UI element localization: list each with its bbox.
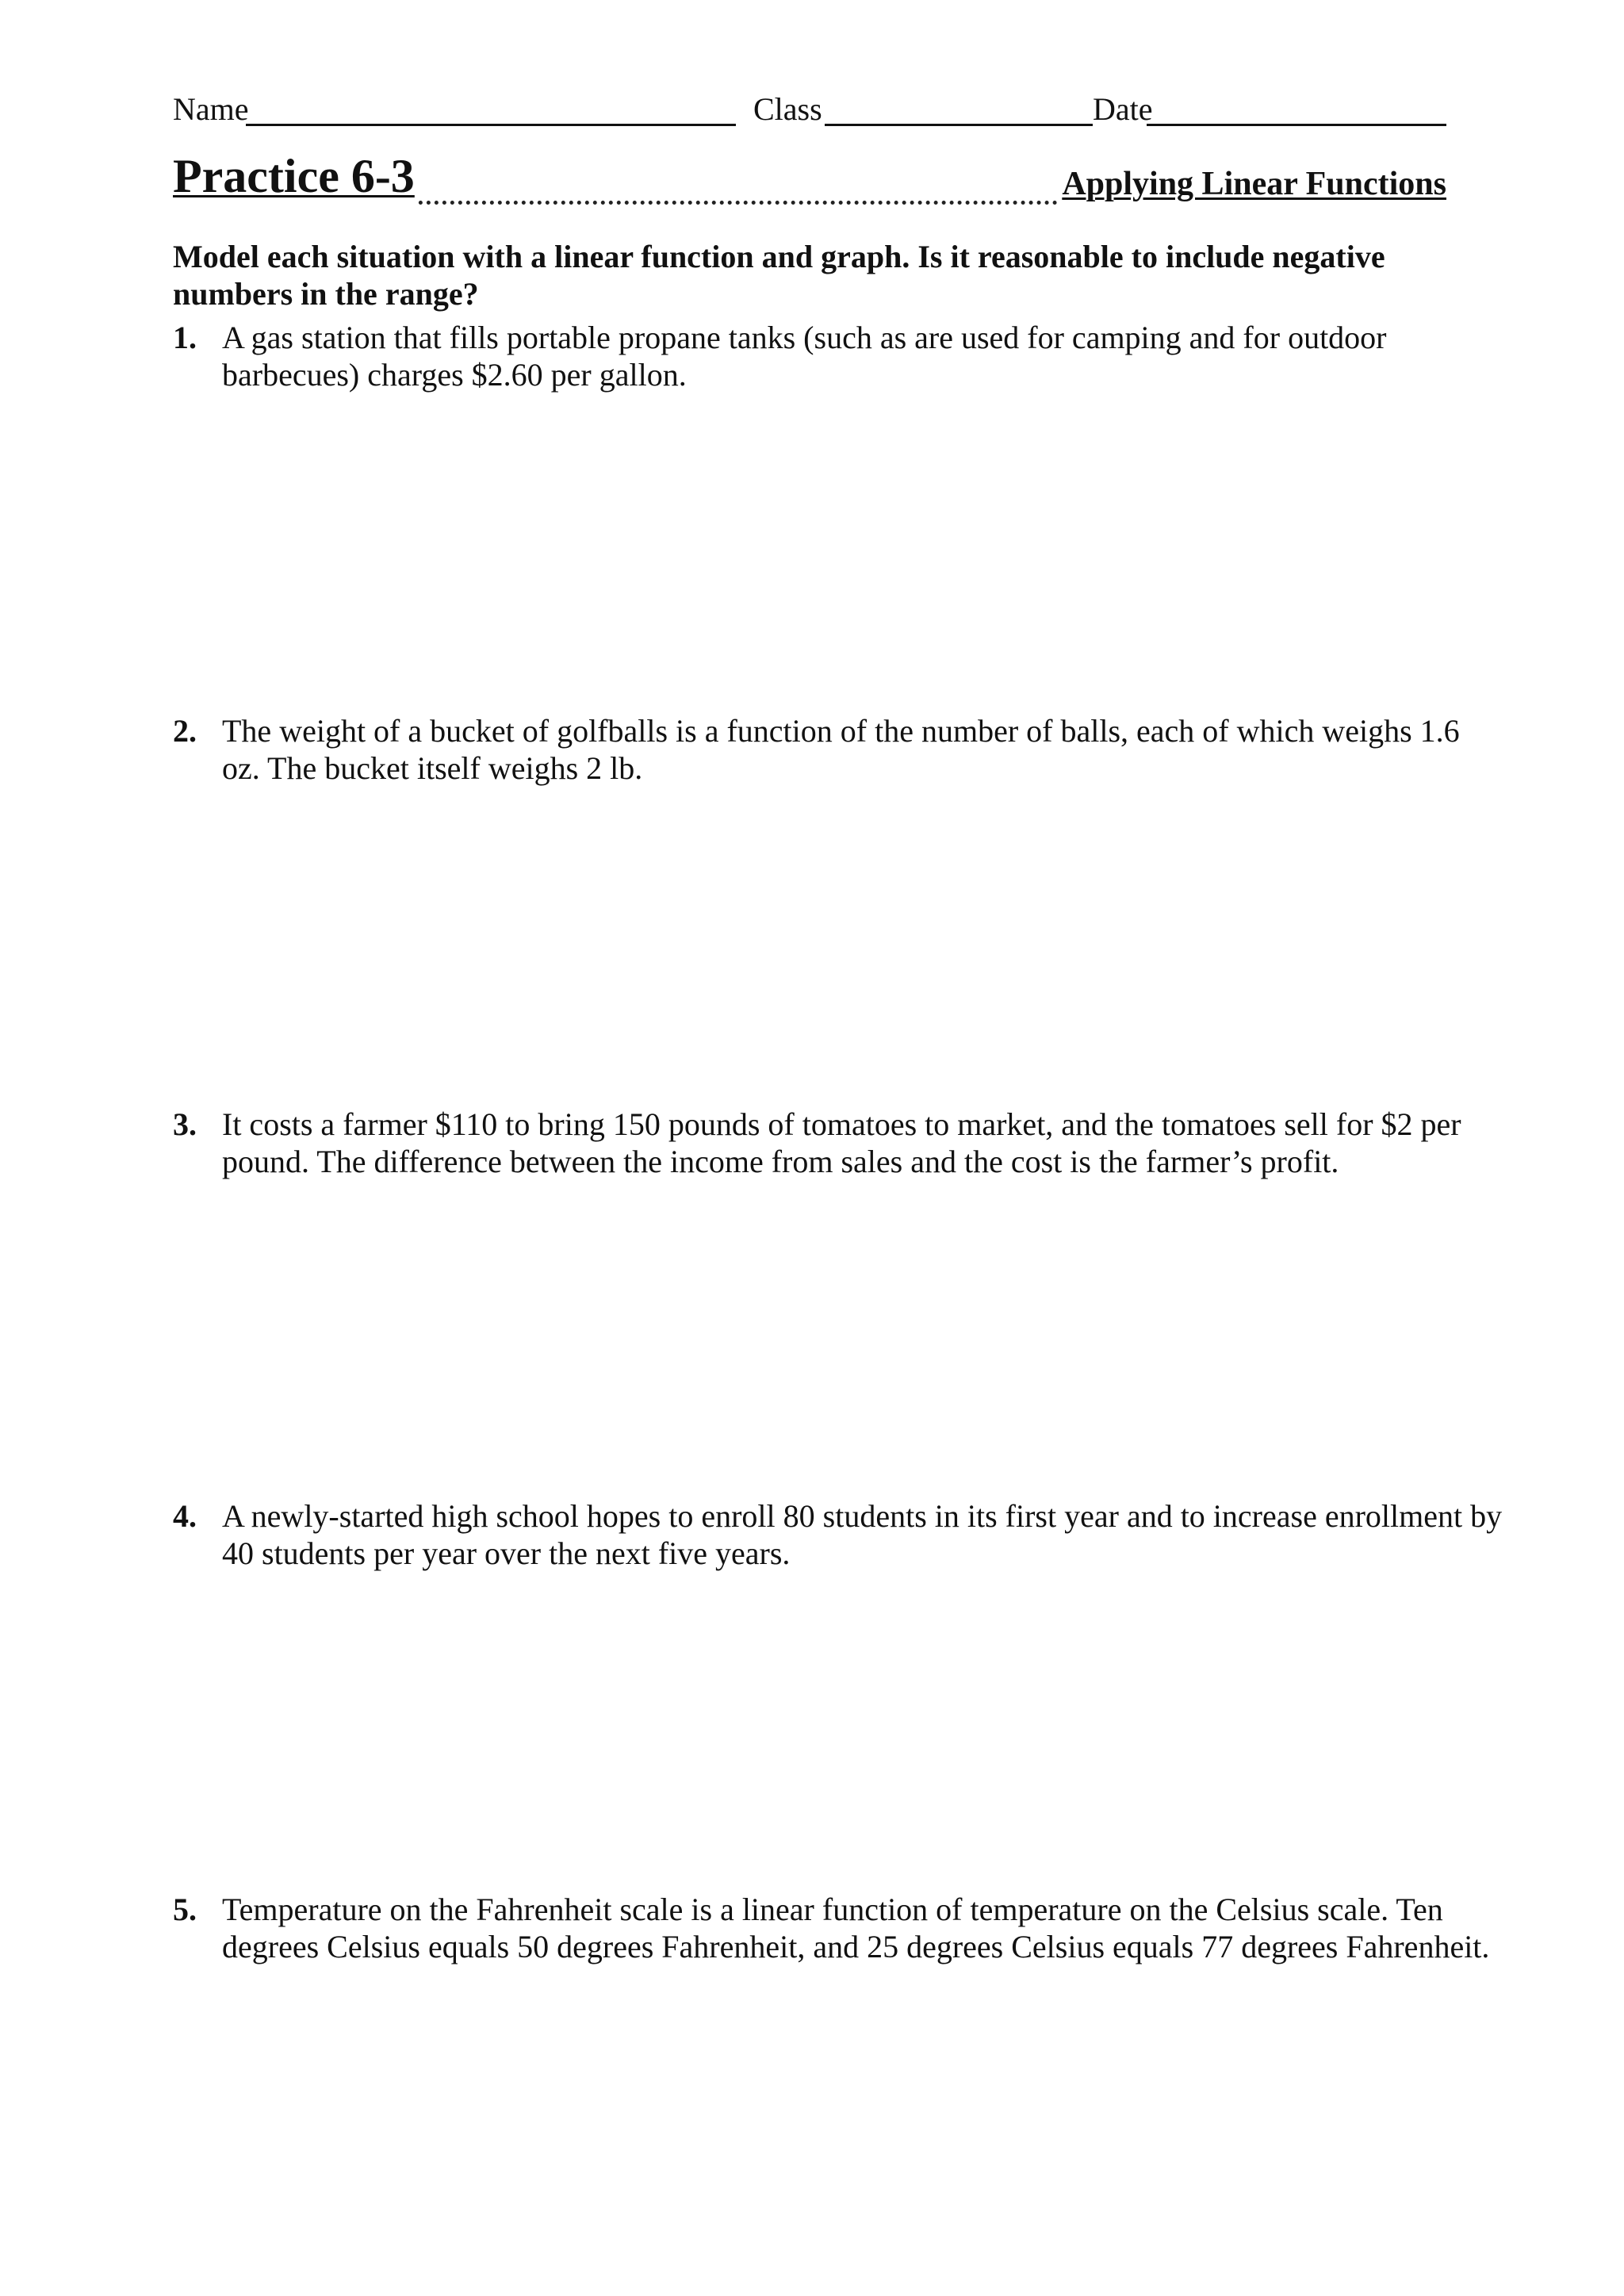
- problem-1: [173, 319, 1505, 393]
- problem-number: 3.: [173, 1106, 197, 1142]
- problem-text: Temperature on the Fahrenheit scale is a linear function of temperature on the Celsius scale. Ten degrees Celsius equals 50 degrees Fahrenheit, and 25 degrees Celsius equals 77 degrees Fahrenheit.: [222, 1892, 1490, 1964]
- class-field[interactable]: [825, 124, 1093, 126]
- problem-number: 2.: [173, 713, 197, 749]
- class-label: Class: [753, 91, 822, 127]
- name-label: Name: [173, 91, 249, 127]
- problem-text: A newly-started high school hopes to enroll 80 students in its first year and to increase enrollment by 40 students per year over the next five years.: [222, 1498, 1503, 1571]
- problem-text: A gas station that fills portable propane tanks (such as are used for camping and for outdoor barbecues) charges $2.60 per gallon.: [222, 320, 1387, 393]
- problem-3: [173, 1106, 1505, 1180]
- lesson-title: Applying Linear Functions: [1059, 162, 1446, 206]
- title-row: [173, 144, 1446, 208]
- problem-text: It costs a farmer $110 to bring 150 pounds of tomatoes to market, and the tomatoes sell for $2 per pound. The difference between the income from sales and the cost is the farmer’s profit.: [222, 1106, 1461, 1179]
- name-field[interactable]: [246, 124, 736, 126]
- problem-2: [173, 712, 1505, 787]
- date-field[interactable]: [1147, 124, 1446, 126]
- date-label: Date: [1093, 91, 1153, 127]
- problem-number: 1.: [173, 320, 197, 355]
- problem-number: 4.: [173, 1498, 197, 1534]
- problem-number: 5.: [173, 1892, 197, 1927]
- problem-5: [173, 1891, 1505, 1965]
- problem-text: The weight of a bucket of golfballs is a function of the number of balls, each of which weighs 1.6 oz. The bucket itself weighs 2 lb.: [222, 713, 1460, 786]
- instructions: Model each situation with a linear function and graph. Is it reasonable to include negative numbers in the range?: [173, 239, 1385, 312]
- problem-4: [173, 1497, 1505, 1572]
- student-info-line: [173, 86, 1446, 133]
- practice-title: Practice 6-3: [173, 144, 418, 208]
